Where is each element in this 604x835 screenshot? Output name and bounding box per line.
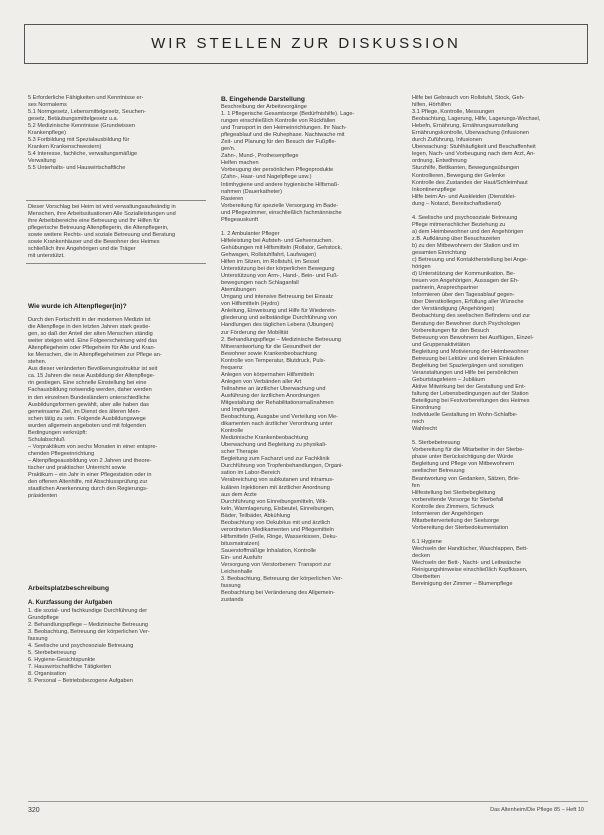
text-line: Praktikum – ein Jahr in einer Pflegestation oder in xyxy=(28,472,152,479)
text-line: Anleitung, Einweisung und Hilfe für Wiederein- xyxy=(221,308,337,315)
task-item: 2. Behandlungspflege – Medizinische Betreuung xyxy=(28,622,149,629)
text-line: faltung der Lebensbedingungen auf der Station xyxy=(412,390,529,397)
text-line: den offenen Altenhilfe, mit Abschlussprüfung zur xyxy=(28,479,148,486)
text-line: 5 Erforderliche Fähigkeiten und Kenntnisse er- xyxy=(28,95,144,101)
text-line: Hilfe bei Gebrauch von Rollstuhl, Stock, Geh- xyxy=(412,95,525,101)
text-line: gesetz, Betäubungsmittelgesetz u.a. xyxy=(28,116,119,123)
text-line: Hilfsmitteln (Felle, Ringe, Wasserkissen, Deku- xyxy=(221,533,338,540)
text-line: legen, Nach- und Vorbeugung nach dem Arzt, An- xyxy=(412,151,536,158)
text-line: tischer und praktischer Unterricht sowie xyxy=(28,464,126,471)
box-text-line: sowie weitere Rechts- und soziale Betreuung und Beratung xyxy=(28,232,176,239)
box-text-line: sowie Krankenhäuser und die Bewohner des Heimes xyxy=(28,239,160,246)
text-line: Beobachtung bei Veränderung des Allgemein- xyxy=(221,590,335,597)
task-item: 6. Hygiene-Gesichtspunkte xyxy=(28,657,96,664)
text-line: zustands xyxy=(221,597,244,604)
text-line: Betreuung bei Lektüre und kleinen Einkäufen xyxy=(412,355,524,362)
text-line: Individuelle Gestaltung im Wohn-Schlafbe- xyxy=(412,412,518,419)
text-line xyxy=(412,208,596,215)
task-item: 9. Personal – Betriebsbezogene Aufgaben xyxy=(28,678,133,685)
text-line: 4. Seelische und psychosoziale Betreuung xyxy=(412,214,518,221)
text-line: scher Therapie xyxy=(221,449,259,456)
text-line: ca. 15 Jahren die neue Ausbildung der Altenpflege- xyxy=(28,373,155,380)
text-line: präsidenten xyxy=(28,493,58,500)
task-item: 1. die sozial- und fachkundige Durchführung der xyxy=(28,608,148,614)
text-line: kulären Injektionen mit ärztlicher Anordnung xyxy=(221,484,330,491)
text-line: Altenpflegeheim oder Pflegeheim für Alte und Kran- xyxy=(28,345,156,352)
text-line: Bewohner sowie Krankenbeobachtung xyxy=(221,350,317,357)
text-line: 1. 2 Ambulanter Pfleger xyxy=(221,230,280,237)
text-line: Ernährungskontrolle, Überwachung (Infusionen xyxy=(412,130,529,137)
text-line: der Verständigung (Angehörigen) xyxy=(412,306,495,313)
text-line: Aktive Mitwirkung bei der Gestaltung und Ent- xyxy=(412,383,526,390)
task-item: 4. Seelische und psychosoziale Betreuung xyxy=(28,643,134,650)
text-line: Vorbereitung der Sterbedokumentation xyxy=(412,524,509,531)
text-line: schen tätig zu sein. Folgende Ausbildungswege xyxy=(28,415,146,422)
text-line: und Pflegezimmer, einschließlich fachmännische xyxy=(221,209,342,216)
text-line: Krankenpflege) xyxy=(28,130,66,137)
text-line: Anlegen von körpernahen Hilfsmitteln xyxy=(221,371,314,378)
heading-kurzfassung: A. Kurzfassung der Aufgaben xyxy=(28,600,113,606)
text-line: in den einzelnen Bundesländern unterschiedliche xyxy=(28,394,150,401)
footer-rule xyxy=(28,801,588,802)
text-line: 2. Behandlungspflege – Medizinische Betreuung xyxy=(221,336,342,343)
text-line: Kontrolle xyxy=(221,428,244,435)
text-line: fen xyxy=(412,482,420,489)
text-line: treuen von Angehörigen, Aussagen der Eh- xyxy=(412,278,519,285)
text-line: c) Betreuung und Kontaktherstellung bei Ange- xyxy=(412,257,528,264)
text-line: Hebefn, Ernährung, Ernährungsumstellung xyxy=(412,123,519,130)
text-line: Kontrolle des Zustandes der Haut/Schleimhaut xyxy=(412,179,528,186)
text-line: Sauerstoffmäßige Inhalation, Kontrolle xyxy=(221,547,317,554)
text-line: seelischer Betreuung xyxy=(412,468,465,475)
text-line: rungen einschließlich Kontrolle von Rückfällen xyxy=(221,118,336,125)
text-line: Beobachtung von Dekubitus mit und ärztlich xyxy=(221,519,331,526)
text-line: Kontrolle des Zimmers, Schmuck xyxy=(412,503,495,510)
text-line: phase unter Berücksichtigung der Würde xyxy=(412,454,514,461)
text-line: Einordnung xyxy=(412,405,441,412)
text-line: – Vorpraktikum von sechs Monaten in einer entspre- xyxy=(28,443,158,450)
column-middle xyxy=(221,95,401,604)
text-line: chenden Pflegeeinrichtung xyxy=(28,450,95,457)
text-line: Vorbereitungen für den Besuch xyxy=(412,327,490,334)
text-line: gen, so daß der Anteil der alten Menschen ständig xyxy=(28,331,153,338)
text-line: Überwachung und Begleitung zu physikali- xyxy=(221,442,327,449)
text-line: Gehübungen mit Hilfsmitteln (Rollator, Gehstock, xyxy=(221,244,342,251)
text-line: Zeit- und Planung für den Besuch der Fußpfle- xyxy=(221,139,337,146)
text-line: Durchführung von Tropfenbehandlungen, Organi- xyxy=(221,463,344,470)
box-text-line: ihre Arbeitsbereiche eine Betreuung und Ihr Hilfen für xyxy=(28,218,160,225)
task-item: Grundpflege xyxy=(28,615,59,622)
text-line: gliederung und selbständige Durchführung von xyxy=(221,315,337,322)
text-line: fassung xyxy=(221,583,241,590)
text-line: Hilfestellung bei Sterbebegleitung xyxy=(412,489,496,496)
text-line: gesamten Einrichtung xyxy=(412,250,467,257)
box-text-line: mit unterstützt. xyxy=(28,253,65,260)
text-line: Beratung der Bewohner durch Psychologen xyxy=(412,320,521,327)
text-line: durch Zuführung, Infusionen xyxy=(412,137,482,144)
text-line: Bereinigung der Zimmer – Blumenpflege xyxy=(412,581,513,588)
page-title: WIR STELLEN ZUR DISKUSSION xyxy=(151,35,461,52)
heading-altenpfleger: Wie wurde ich Altenpfleger(in)? xyxy=(28,303,127,310)
text-line: Handlungen des täglichen Lebens (Übungen) xyxy=(221,322,334,329)
box-text-line: Menschen, ihre Arbeitssituationen Alle Sozialleistungen und xyxy=(28,211,176,218)
text-line: Hilfen im Sitzen, im Rollstuhl, im Sessel xyxy=(221,259,320,266)
text-line: ger/n. xyxy=(221,146,236,153)
text-line: Reinigungshinweise einschließlich Kopfkissen, xyxy=(412,567,528,574)
task-item: 3. Beobachtung, Betreuung der körperlichen Ver- xyxy=(28,629,150,636)
text-line: b) zu den Mitbewohnern der Station und im xyxy=(412,242,519,249)
text-line: 5.3 Fortbildung mit Spezialausbildung für xyxy=(28,137,130,144)
text-line: nahmen (Dauerkatheter) xyxy=(221,188,282,195)
info-box-text xyxy=(28,204,206,260)
text-line: Helfen machen xyxy=(221,160,259,167)
text-line: Ausbildungsformen gewählt, aber alle haben das xyxy=(28,401,149,408)
text-line: decken xyxy=(412,553,431,560)
text-line: Schulabschluß xyxy=(28,436,65,443)
text-line: Versorgung von Verstorbenen: Transport zur xyxy=(221,562,332,569)
text-line: und Impfungen xyxy=(221,407,259,414)
text-line: 3. Beobachtung, Betreuung der körperlichen Ver- xyxy=(221,576,343,583)
text-line: Bedingungen verknüpft: xyxy=(28,429,88,436)
text-line: über Dienstkollegen, Erfüllung aller Wünsche xyxy=(412,299,524,306)
text-line: Unterstützung bei der körperlichen Bewegung xyxy=(221,266,335,273)
text-line: staatlichen Anerkennung durch den Regierungs- xyxy=(28,486,148,493)
text-line: Beteiligung bei Festvorbereitungen des Heimes xyxy=(412,398,530,405)
text-line: Kontrollieren, Bewegung der Gelenke xyxy=(412,172,505,179)
text-line: Wechseln der Bett-, Nacht- und Leibwäsche xyxy=(412,560,522,567)
text-line: sation im Labor-Bereich xyxy=(221,470,281,477)
task-item: 8. Organisation xyxy=(28,671,66,678)
text-line: Durch den Fortschritt in der modernen Medizin ist xyxy=(28,317,151,323)
text-line: 5.1 Normgesetz, Lebensmittelgesetz, Seuchen- xyxy=(28,109,146,116)
task-item: 5. Sterbebetreuung xyxy=(28,650,76,657)
text-line: Beobachtung des seelischen Befindens und zur xyxy=(412,313,531,320)
column-left-section xyxy=(28,302,208,500)
text-line: Begleitung bei Spaziergängen und sonstigen xyxy=(412,362,524,369)
text-line: Mitverantwortung für die Gesundheit der xyxy=(221,343,321,350)
text-line: Begleitung und Pflege von Mitbewohnern xyxy=(412,461,515,468)
text-line: rin gestiegen. Eine schnelle Einstellung bei eine xyxy=(28,380,147,387)
text-line: frequenz xyxy=(221,364,243,371)
text-line: weiter steigen wird. Eine Folgeerscheinung wird das xyxy=(28,338,158,345)
text-line: und Transport in den Heimeinrichtungen. Ihr Nach- xyxy=(221,125,347,132)
text-line: Überwachung: Stuhlhäufigkeit und Beschaffenheit xyxy=(412,144,536,151)
text-line: Rasieren xyxy=(221,195,244,202)
page-number: 320 xyxy=(28,807,40,814)
text-line: Betreuung von Bewohnern bei Ausflügen, Einzel- xyxy=(412,334,534,341)
text-line: Durchführung von Einreibungsmitteln, Wik- xyxy=(221,498,328,505)
text-line: Begleitung zum Facharzt und zur Fachklinik xyxy=(221,456,330,463)
text-line: Aus dieser veränderten Bevölkerungsstruktur ist seit xyxy=(28,366,158,373)
text-line: vorbereitende Vorsorge für Sterbefall xyxy=(412,496,504,503)
text-line: wurden allgemein angeboten und mit folgenden xyxy=(28,422,146,429)
heading-arbeitsplatz: Arbeitsplatzbeschreibung xyxy=(28,585,109,592)
text-line: Ausführung der ärztlichen Anordnungen xyxy=(221,392,320,399)
column-left-tasks xyxy=(28,584,208,686)
text-line: Medizinische Krankenbeobachtung xyxy=(221,435,309,442)
section-banner xyxy=(24,24,588,64)
text-line: reich xyxy=(412,419,425,426)
text-line: d) Unterstützung der Kommunikation, Be- xyxy=(412,271,515,278)
text-line: ke Menschen, die in Altenpflegeheimen zur Pflege an- xyxy=(28,352,162,359)
text-line: Kranken Krankenschwestern) xyxy=(28,144,102,151)
box-text-line: Dieser Vorschlag bei Heim ist wird verwaltungsaufwändig in xyxy=(28,204,176,210)
journal-source: Das Altenheim/Die Pflege 85 – Heft 10 xyxy=(490,807,584,813)
text-line: Veranstaltungen und Hilfe bei persönlichen xyxy=(412,369,519,376)
text-line: Zahn-, Mund-, Prothesenpflege xyxy=(221,153,299,160)
text-line: dung – Notarzt, Bereitschaftsdienst) xyxy=(412,200,501,207)
text-line: Vorbereitung für die Mitarbeiter in der Sterbe- xyxy=(412,447,525,454)
text-line: ordnung, Entwöhnung xyxy=(412,158,467,165)
text-line: Verabreichung von subkutanen und intramus- xyxy=(221,477,334,484)
text-line: Informieren der Angehörigen xyxy=(412,510,483,517)
task-item: fassung xyxy=(28,636,48,643)
text-line: Begleitung und Motivierung der Heimbewohner xyxy=(412,348,529,355)
text-line xyxy=(412,433,596,440)
text-line: Wechseln der Handtücher, Waschlappen, Bett- xyxy=(412,546,528,552)
text-line: Unterstützung von Arm-, Hand-, Bein- und Fuß- xyxy=(221,273,339,280)
text-line: Pflegeauskunft xyxy=(221,216,259,223)
text-line: und Gruppenaktivitäten xyxy=(412,341,470,348)
text-line: Oberbetten xyxy=(412,574,440,581)
text-line: z.B. Aufklärung über Besuchszeiten xyxy=(412,235,501,242)
text-line: bewegungen nach Schlaganfall xyxy=(221,280,299,287)
text-line xyxy=(221,224,401,231)
text-line: 1. 1 Pflegerische Gesamtsorge (Bedürfnishilfe). Lage- xyxy=(221,111,355,118)
text-line: Hilfe beim An- und Auskleiden (Dienstklei- xyxy=(412,193,516,200)
text-line: Gehwagen, Rollstuhlfahrt, Laufwagen) xyxy=(221,251,317,258)
text-line: Hilfeleistung bei Aufsteh- und Gehversuchen. xyxy=(221,237,333,244)
column-left xyxy=(28,95,208,195)
box-text-line: schließlich ihre Angehörigen und die Träger xyxy=(28,246,136,253)
text-line: pflegeablauf und die Ruhephase. Nachtwache mit xyxy=(221,132,345,139)
text-line: ses Normalems xyxy=(28,102,67,109)
text-line: von Hilfsmitteln (Hydro) xyxy=(221,301,280,308)
text-line: zur Förderung der Mobilität xyxy=(221,329,289,336)
text-line: Teilnahme an ärztlicher Überwachung und xyxy=(221,385,326,392)
text-line: Beobachtung, Ausgabe und Verteilung von Me- xyxy=(221,414,338,421)
text-line: Fachausbildung notwendig werden, daher werden xyxy=(28,387,152,394)
text-line: 3.1 Pflege, Kontrolle, Messungen xyxy=(412,109,495,116)
text-line: bitusmatratzen) xyxy=(221,540,260,547)
text-line: stehen. xyxy=(28,359,47,366)
text-line: hörigen xyxy=(412,264,431,271)
text-line: hilfen, Hörhilfen xyxy=(412,102,451,109)
text-line: Mitgestaltung der Rehabilitationsmaßnahmen xyxy=(221,399,334,406)
text-line: Verwaltung xyxy=(28,158,56,165)
box-text-line: pflegerische Betreuung Altenpflegerin, die Altenpflegerin, xyxy=(28,225,169,232)
text-line: 6.1 Hygiene xyxy=(412,538,442,545)
text-line: Leichenhalle xyxy=(221,569,253,576)
text-line: (Zahn-, Haar- und Nagelpflege usw.) xyxy=(221,174,312,181)
text-line: Beantwortung von Gedanken, Sätzen, Brie- xyxy=(412,475,520,482)
text-line: keln, Warmlagerung, Eisbeutel, Einreibungen, xyxy=(221,505,335,512)
text-line: Anlegen von Verbänden aller Art xyxy=(221,378,302,385)
text-line: – Altenpflegeausbildung von 2 Jahren und theore- xyxy=(28,457,152,464)
text-line: Informieren über den Tagesablauf gegen- xyxy=(412,292,515,299)
text-line: Ein- und Ausfuhr xyxy=(221,555,263,561)
text-line: Umgang und intensive Betreuung bei Einsatz xyxy=(221,294,333,301)
text-line: verordneten Medikamenten und Pflegemitteln xyxy=(221,526,334,533)
text-line: Wahlrecht xyxy=(412,426,437,433)
text-line: a) dem Heimbewohner und den Angehörigen xyxy=(412,228,524,235)
text-line: Pflege mitmenschlicher Beziehung zu xyxy=(412,221,506,228)
text-line: Beschreibung der Arbeitsvorgänge xyxy=(221,104,307,110)
text-line: Vorbereitung für spezielle Versorgung im Bade- xyxy=(221,202,339,209)
column-right xyxy=(412,95,596,588)
text-line: Bäder, Teilbäder, Abkühlung xyxy=(221,512,291,519)
text-line: die Altenpflege in den letzten Jahren stark gestie- xyxy=(28,324,151,331)
text-line: dikamenten nach ärztlicher Verordnung unter xyxy=(221,421,333,428)
heading-darstellung: B. Eingehende Darstellung xyxy=(221,96,305,103)
text-line: Sturzhilfe, Bettkanten, Bewegungsübungen xyxy=(412,165,520,172)
text-line: 5.4 Interesse, fachliche, verwaltungsmäßige xyxy=(28,151,138,158)
text-line: Mitarbeiterverteilung der Seelsorge xyxy=(412,517,500,524)
text-line: aus dem Arzte xyxy=(221,491,257,498)
task-item: 7. Hauswirtschaftliche Tätigkeiten xyxy=(28,664,112,671)
text-line: Intimhygiene und andere hygienische Hilfsmaß- xyxy=(221,181,340,188)
text-line: Geburtstagsfeiern – Jubiläum xyxy=(412,376,486,383)
text-line: 5.2 Medizinische Kenntnisse (Grundwissen xyxy=(28,123,135,130)
text-line: gemeinsame Ziel, im Dienst des älteren Men- xyxy=(28,408,141,415)
text-line xyxy=(412,532,596,539)
text-line: 5. Sterbebetreuung xyxy=(412,440,460,447)
text-line: Inkontinenzpflege xyxy=(412,186,456,193)
text-line: Atemübungen xyxy=(221,287,256,294)
text-line: Beobachtung, Lagerung, Hilfe, Lagerungs-Wechsel, xyxy=(412,116,541,123)
text-line: partnerin, Ansprechpartner xyxy=(412,285,479,292)
text-line: 5.5 Unterhalts- und Hauswirtschaftliche xyxy=(28,165,126,172)
text-line: Kontrolle von Temperatur, Blutdruck, Puls- xyxy=(221,357,326,364)
text-line: Vorbeugung der persönlichen Pflegeprodukte xyxy=(221,167,334,174)
